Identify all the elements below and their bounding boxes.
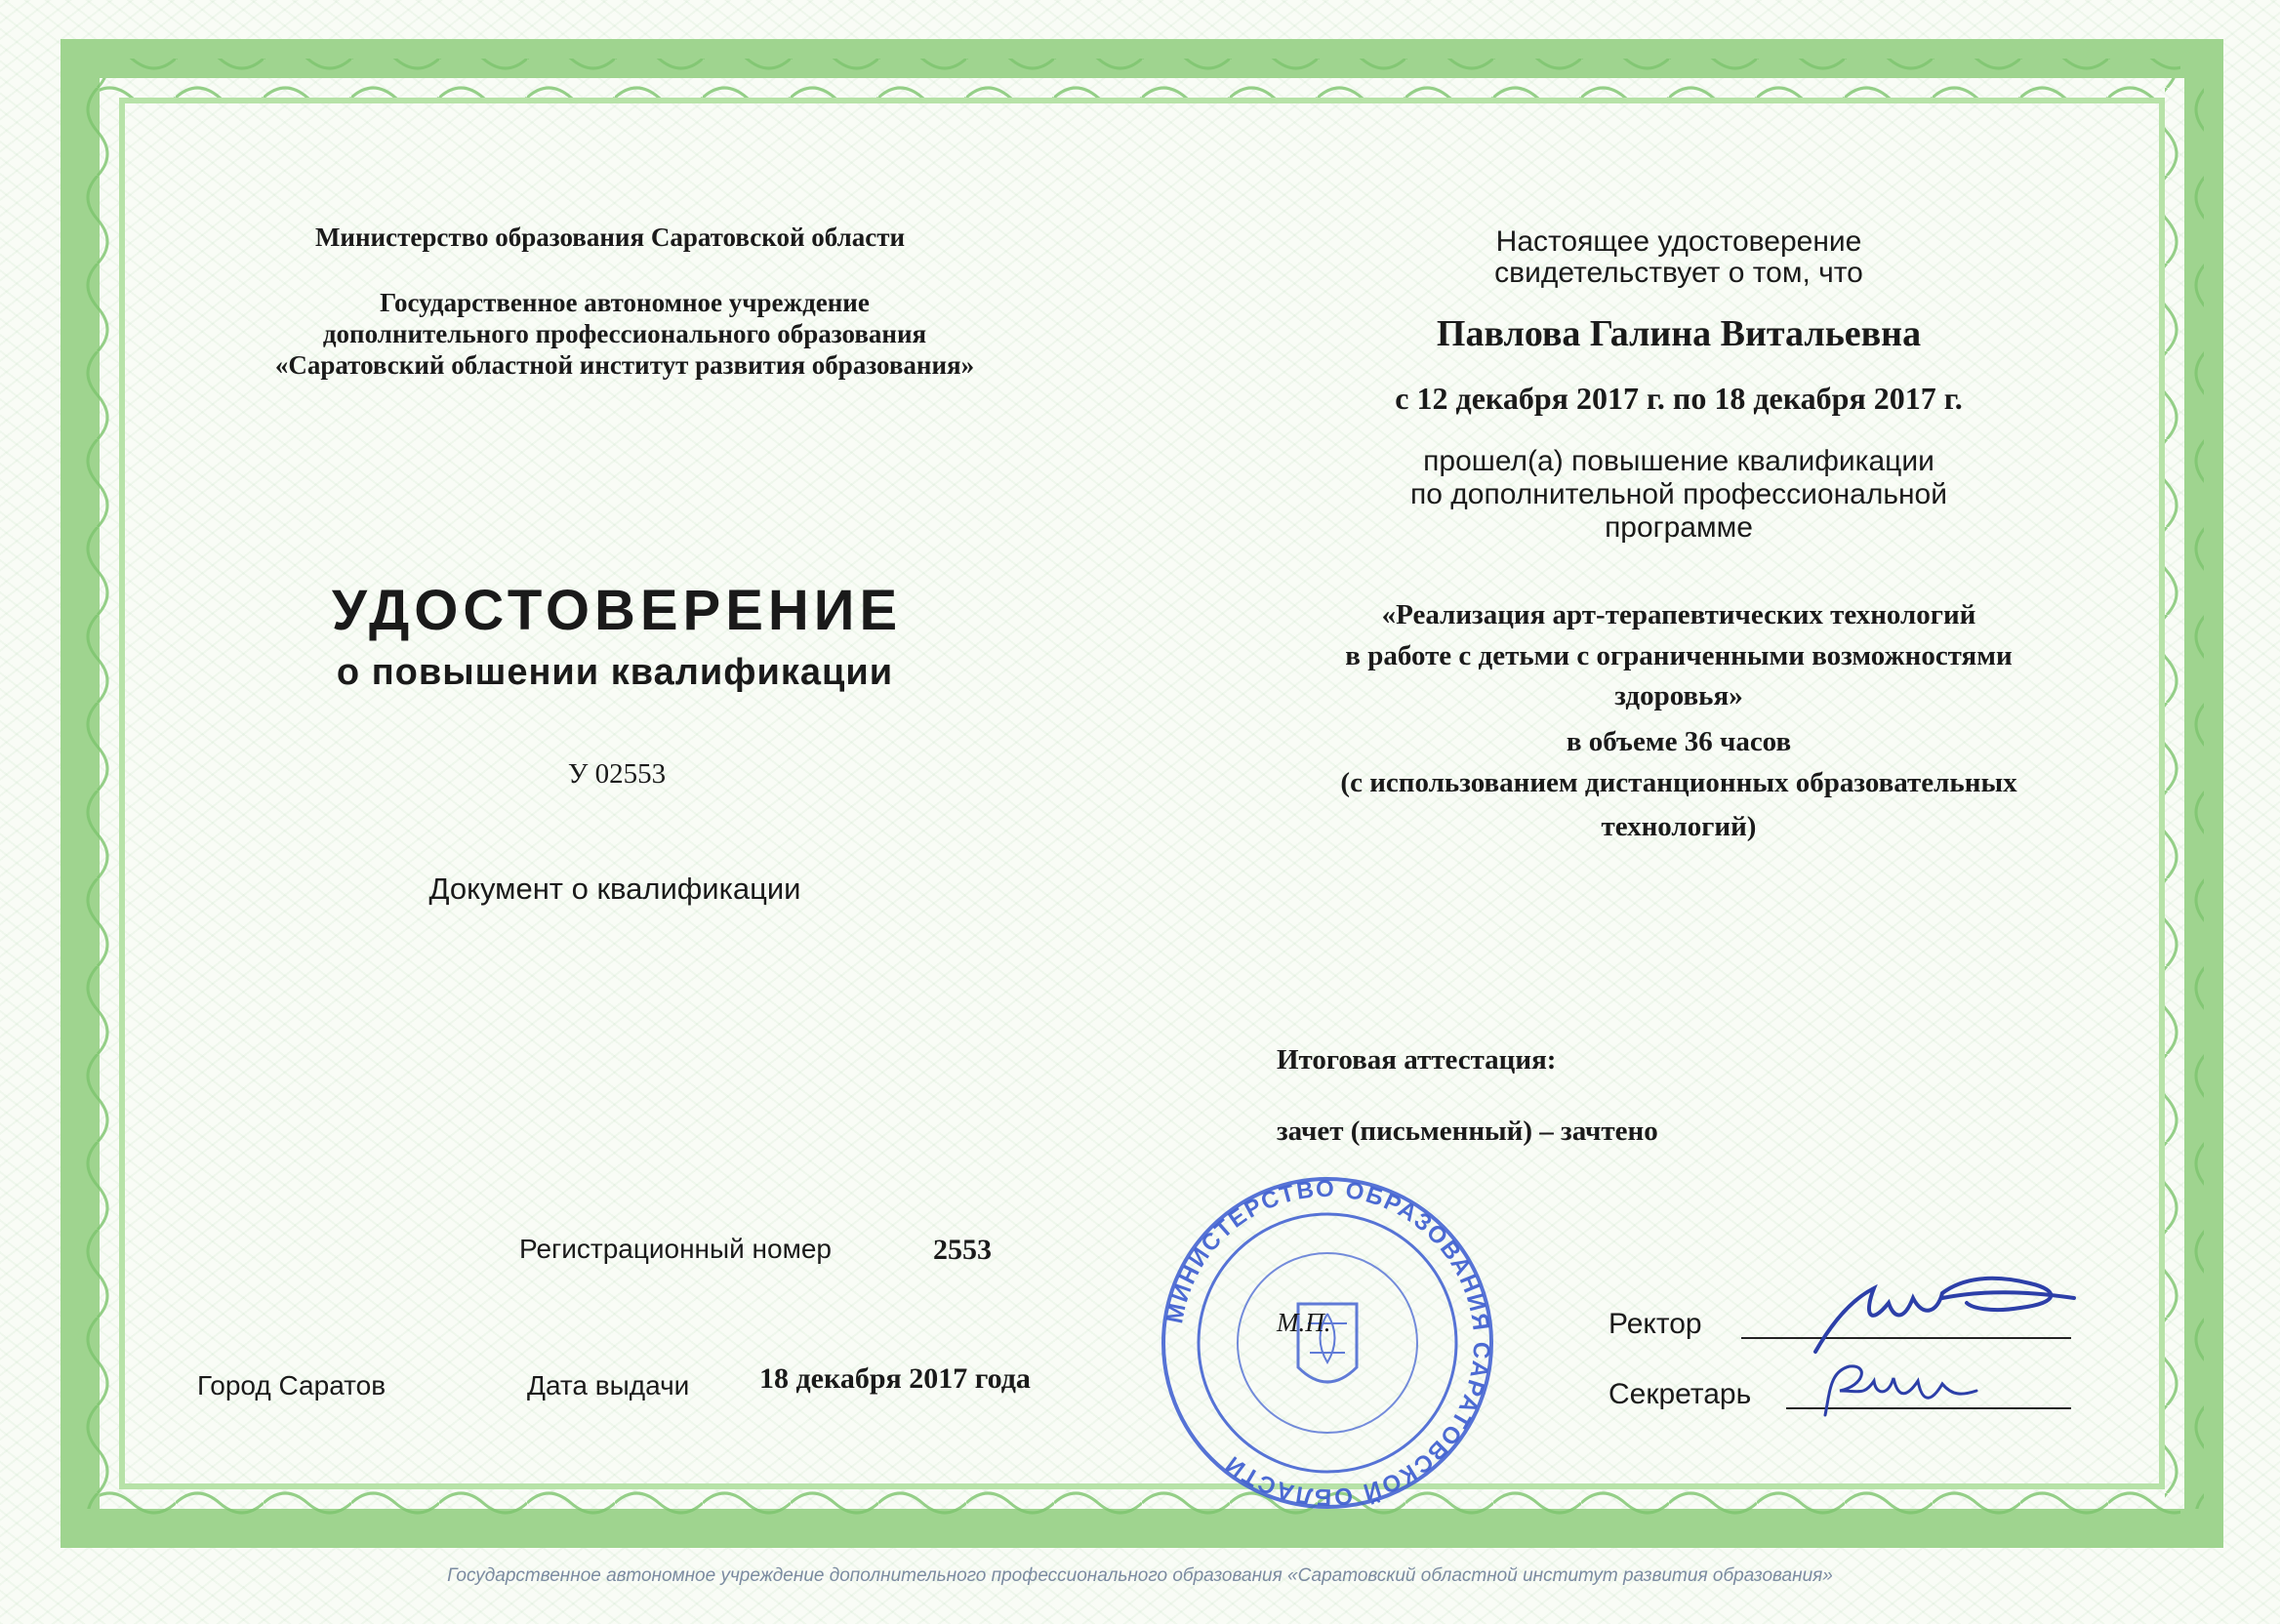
institution-line-1: Государственное автономное учреждение [380, 288, 870, 317]
course-period: с 12 декабря 2017 г. по 18 декабря 2017 г. [1395, 381, 1963, 416]
document-subtitle: о повышении квалификации [336, 652, 894, 693]
intro-line-1: Настоящее удостоверение [1495, 225, 1862, 258]
secretary-label: Секретарь [1608, 1378, 1752, 1410]
person-name: Павлова Галина Витальевна [1436, 313, 1922, 354]
document-type: Документ о квалификации [428, 872, 801, 906]
program-line-3: здоровья» [1614, 680, 1743, 711]
program-hours: в объеме 36 часов [1566, 726, 1792, 757]
secretary-signature [1815, 1357, 1981, 1425]
intro-line-2: свидетельствует о том, что [1494, 257, 1863, 289]
attestation-result: зачет (письменный) – зачтено [1277, 1116, 1658, 1147]
program-line-1: «Реализация арт-терапевтических технологий [1381, 599, 1976, 630]
issue-date: 18 декабря 2017 года [759, 1362, 1031, 1395]
passed-line-3: программе [1605, 511, 1753, 544]
institution-line-3: «Саратовский областной институт развития образования» [274, 350, 975, 380]
rector-label: Ректор [1608, 1308, 1702, 1340]
stamp-place-mark: М.П. [1277, 1308, 1331, 1337]
city: Город Саратов [197, 1370, 387, 1401]
institution-line-2: дополнительного профессионального образования [322, 319, 927, 348]
distance-line-1: (с использованием дистанционных образовательных [1340, 767, 2017, 798]
program-line-2: в работе с детьми с ограниченными возможностями [1345, 640, 2013, 671]
issue-date-label: Дата выдачи [527, 1370, 690, 1401]
footer-institution: Государственное автономное учреждение дополнительного профессионального образования «Саратовский областной институт развития образования» [447, 1565, 1833, 1586]
registration-number: 2553 [933, 1234, 992, 1266]
attestation-label: Итоговая аттестация: [1277, 1044, 1557, 1076]
rector-signature [1796, 1259, 2089, 1366]
ministry-name: Министерство образования Саратовской области [314, 223, 906, 252]
stamp-ring-text: МИНИСТЕРСТВО ОБРАЗОВАНИЯ САРАТОВСКОЙ ОБЛАСТИ [1161, 1175, 1495, 1511]
distance-line-2: технологий) [1601, 811, 1757, 842]
series-number: У 02553 [567, 758, 667, 790]
document-title: УДОСТОВЕРЕНИЕ [331, 579, 903, 642]
registration-label: Регистрационный номер [519, 1234, 832, 1264]
official-seal-stamp [1152, 1167, 1503, 1519]
passed-line-1: прошел(а) повышение квалификации [1423, 445, 1934, 477]
passed-line-2: по дополнительной профессиональной [1410, 478, 1947, 510]
